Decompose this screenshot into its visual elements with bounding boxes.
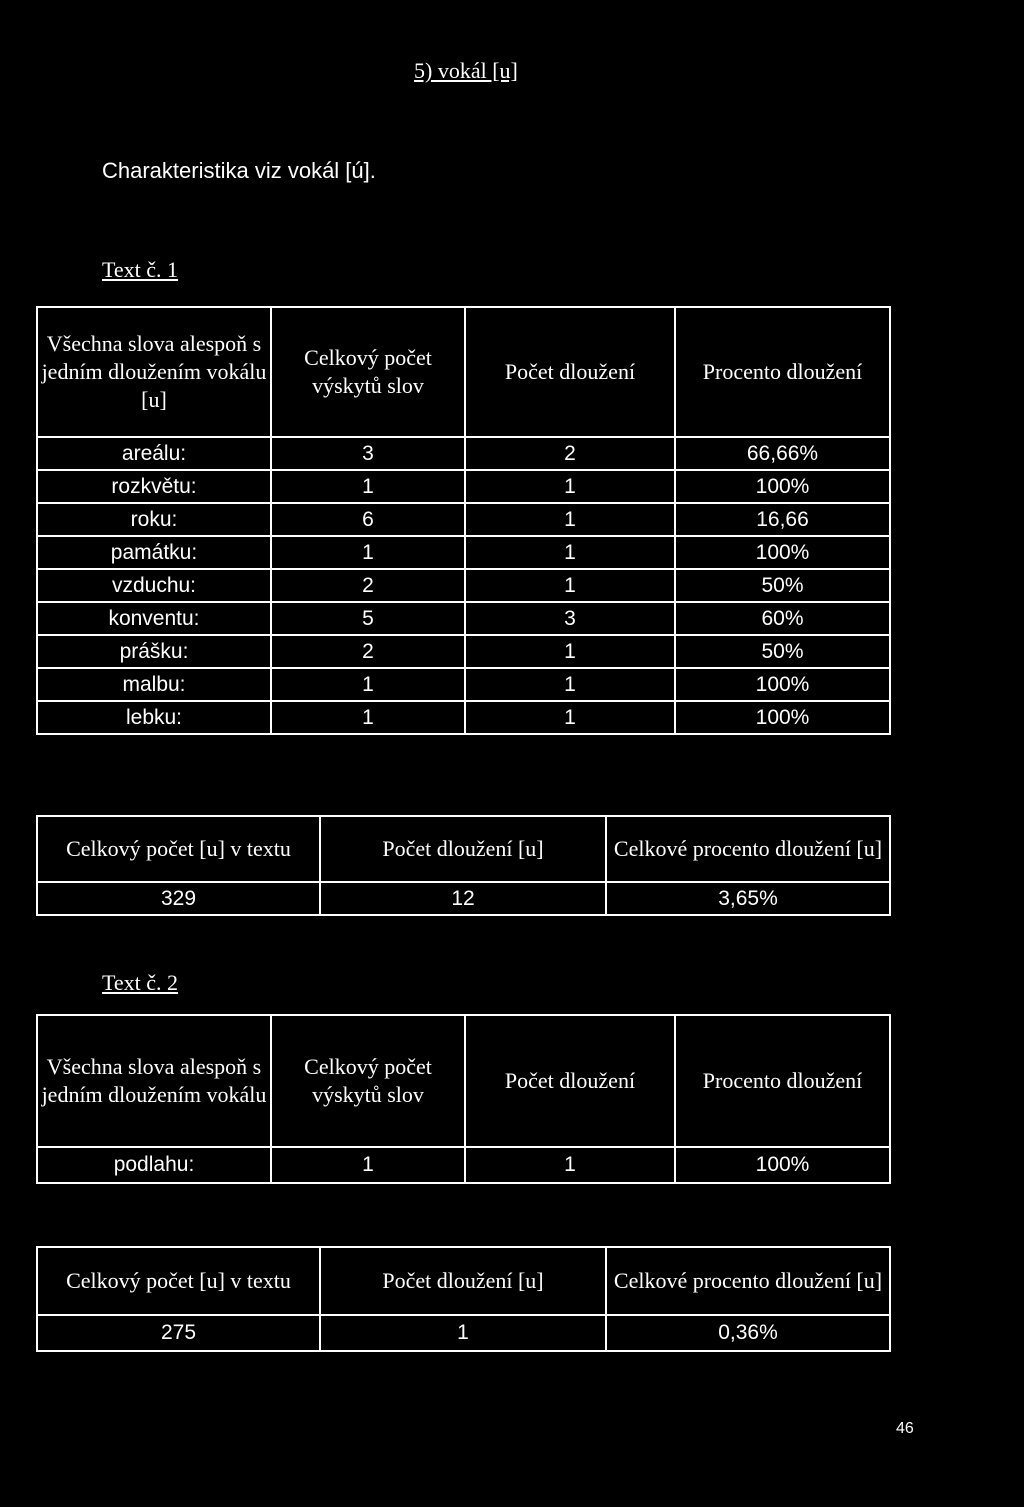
percent-cell: 50%	[675, 569, 890, 602]
text1-header-total: Celkový počet výskytů slov	[271, 307, 465, 437]
total-cell: 1	[271, 470, 465, 503]
page-title: 5) vokál [u]	[414, 58, 518, 83]
percent-cell: 66,66%	[675, 437, 890, 470]
text2-summary-table	[36, 1246, 891, 1352]
count-cell: 2	[465, 437, 675, 470]
summary-count-cell: 12	[320, 882, 606, 915]
percent-cell: 100%	[675, 470, 890, 503]
word-cell: rozkvětu:	[37, 470, 271, 503]
summary-count-cell: 1	[320, 1315, 606, 1351]
word-cell: podlahu:	[37, 1147, 271, 1183]
count-cell: 1	[465, 470, 675, 503]
percent-cell: 60%	[675, 602, 890, 635]
table-row	[37, 1147, 890, 1183]
table-row	[37, 635, 890, 668]
summary-header-total: Celkový počet [u] v textu	[37, 1247, 320, 1315]
text1-header-count: Počet dloužení	[465, 307, 675, 437]
table-row	[37, 437, 890, 470]
text1-header-row	[37, 307, 890, 437]
total-cell: 1	[271, 536, 465, 569]
table-row	[37, 602, 890, 635]
table-row	[37, 503, 890, 536]
word-cell: prášku:	[37, 635, 271, 668]
word-cell: malbu:	[37, 668, 271, 701]
total-cell: 2	[271, 635, 465, 668]
table-row	[37, 668, 890, 701]
summary-total-cell: 275	[37, 1315, 320, 1351]
percent-cell: 100%	[675, 1147, 890, 1183]
text2-header-count: Počet dloužení	[465, 1015, 675, 1147]
count-cell: 1	[465, 1147, 675, 1183]
table-row	[37, 569, 890, 602]
count-cell: 1	[465, 536, 675, 569]
text1-table	[36, 306, 891, 735]
text1-label: Text č. 1	[102, 257, 179, 282]
text1-summary-table	[36, 815, 891, 916]
table-row	[37, 470, 890, 503]
count-cell: 1	[465, 635, 675, 668]
word-cell: roku:	[37, 503, 271, 536]
percent-cell: 100%	[675, 536, 890, 569]
summary-header-percent: Celkové procento dloužení [u]	[606, 816, 890, 882]
summary-header-row	[37, 816, 890, 882]
text2-header-words: Všechna slova alespoň s jedním dloužením vokálu	[37, 1015, 271, 1147]
count-cell: 1	[465, 503, 675, 536]
page-number: 46	[896, 1420, 914, 1437]
text2-label: Text č. 2	[102, 970, 179, 995]
text2-header-percent: Procento dloužení	[675, 1015, 890, 1147]
percent-cell: 100%	[675, 701, 890, 734]
summary-value-row	[37, 1315, 890, 1351]
table-row	[37, 701, 890, 734]
summary-header-row	[37, 1247, 890, 1315]
count-cell: 1	[465, 569, 675, 602]
summary-header-percent: Celkové procento dloužení [u]	[606, 1247, 890, 1315]
percent-cell: 100%	[675, 668, 890, 701]
word-cell: konventu:	[37, 602, 271, 635]
summary-header-total: Celkový počet [u] v textu	[37, 816, 320, 882]
text2-table	[36, 1014, 891, 1184]
count-cell: 3	[465, 602, 675, 635]
text2-header-total: Celkový počet výskytů slov	[271, 1015, 465, 1147]
intro-text: Charakteristika viz vokál [ú].	[102, 158, 376, 183]
total-cell: 3	[271, 437, 465, 470]
summary-total-cell: 329	[37, 882, 320, 915]
text1-header-percent: Procento dloužení	[675, 307, 890, 437]
percent-cell: 16,66	[675, 503, 890, 536]
total-cell: 6	[271, 503, 465, 536]
word-cell: lebku:	[37, 701, 271, 734]
percent-cell: 50%	[675, 635, 890, 668]
text2-header-row	[37, 1015, 890, 1147]
table-row	[37, 536, 890, 569]
count-cell: 1	[465, 668, 675, 701]
text1-header-words: Všechna slova alespoň s jedním dloužením vokálu [u]	[37, 307, 271, 437]
word-cell: areálu:	[37, 437, 271, 470]
summary-percent-cell: 0,36%	[606, 1315, 890, 1351]
total-cell: 1	[271, 668, 465, 701]
summary-value-row	[37, 882, 890, 915]
total-cell: 5	[271, 602, 465, 635]
count-cell: 1	[465, 701, 675, 734]
summary-header-count: Počet dloužení [u]	[320, 816, 606, 882]
summary-header-count: Počet dloužení [u]	[320, 1247, 606, 1315]
total-cell: 2	[271, 569, 465, 602]
summary-percent-cell: 3,65%	[606, 882, 890, 915]
word-cell: vzduchu:	[37, 569, 271, 602]
total-cell: 1	[271, 1147, 465, 1183]
word-cell: památku:	[37, 536, 271, 569]
total-cell: 1	[271, 701, 465, 734]
